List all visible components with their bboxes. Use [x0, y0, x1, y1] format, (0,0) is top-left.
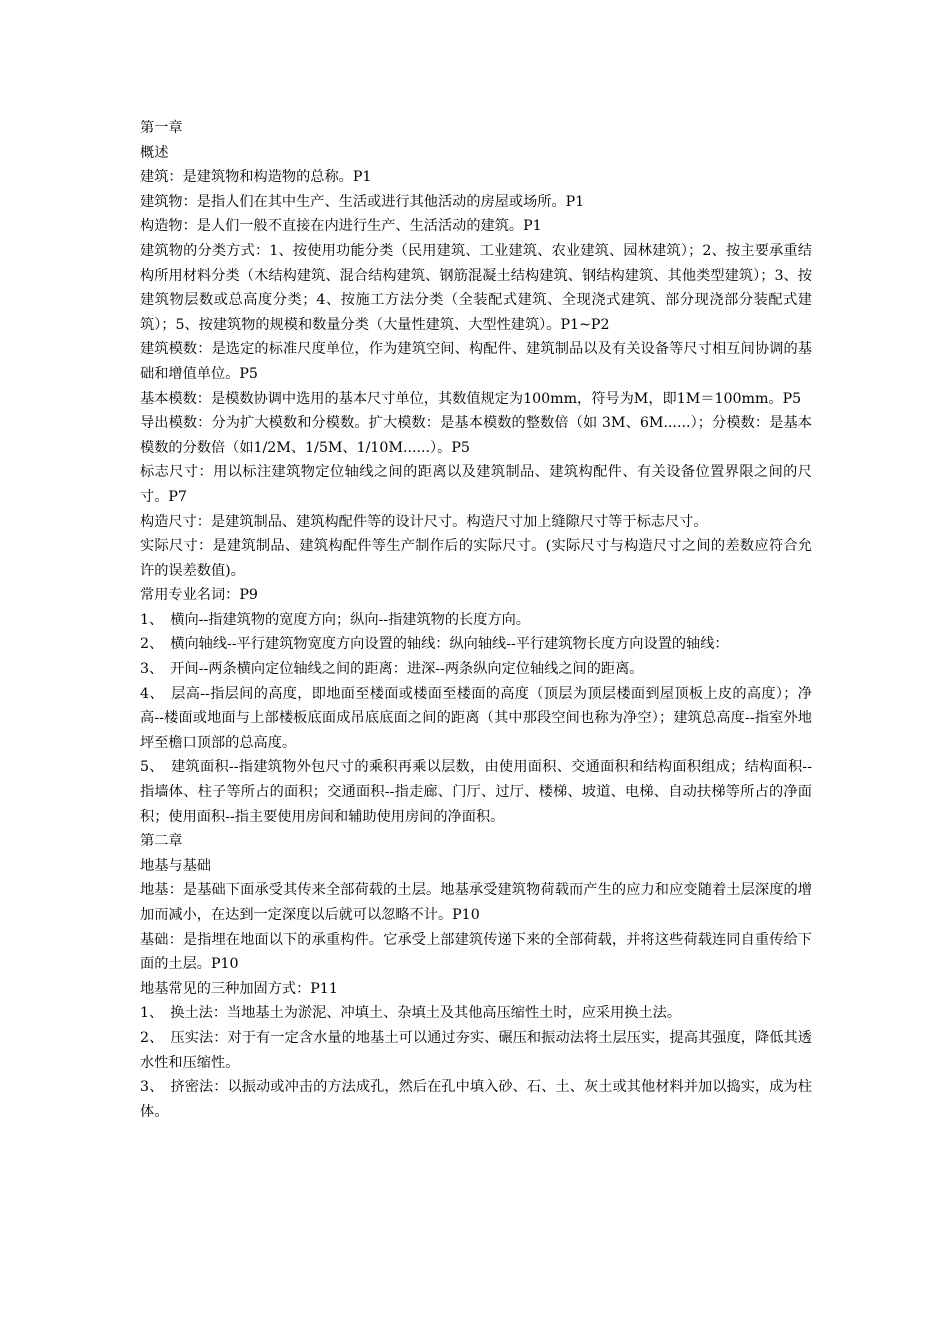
definition-nominal-size: 标志尺寸：用以标注建筑物定位轴线之间的距离以及建筑制品、建筑构配件、有关设备位置界限之间的尺寸。P7 — [140, 464, 812, 505]
section-foundation-heading: 地基与基础 — [140, 857, 211, 874]
chapter-1-heading: 第一章 — [140, 120, 183, 136]
common-terms-heading: 常用专业名词：P9 — [140, 587, 258, 604]
reinforcement-methods-heading: 地基常见的三种加固方式：P11 — [140, 980, 338, 997]
building-classification: 建筑物的分类方式：1、按使用功能分类（民用建筑、工业建筑、农业建筑、园林建筑）；2、按主要承重结构所用材料分类（木结构建筑、混合结构建筑、钢筋混凝土结构建筑、钢结构建筑、其他类型建筑）；3、按建筑物层数或总高度分类；4、按施工方法分类（全装配式建筑、全现浇式建筑、部分现浇部分装配式建筑）；5、按建筑物的规模和数量分类（大量性建筑、大型性建筑）。P1~P2 — [140, 242, 812, 333]
definition-architecture: 建筑：是建筑物和构造物的总称。P1 — [140, 169, 372, 186]
list-item: 5、 建筑面积--指建筑物外包尺寸的乘积再乘以层数，由使用面积、交通面积和结构面积组成；结构面积--指墙体、柱子等所占的面积；交通面积--指走廊、门厅、过厅、楼梯、坡道、电梯、自动扶梯等所占的净面积；使用面积--指主要使用房间和辅助使用房间的净面积。 — [140, 759, 812, 825]
section-overview-heading: 概述 — [140, 144, 169, 161]
definition-subgrade: 地基：是基础下面承受其传来全部荷载的土层。地基承受建筑物荷载而产生的应力和应变随着土层深度的增加而减小，在达到一定深度以后就可以忽略不计。P10 — [140, 882, 812, 923]
list-item: 2、 压实法：对于有一定含水量的地基土可以通过夯实、碾压和振动法将土层压实，提高其强度，降低其透水性和压缩性。 — [140, 1029, 812, 1071]
definition-structure: 构造物：是人们一般不直接在内进行生产、生活活动的建筑。P1 — [140, 218, 542, 235]
definition-building-module: 建筑模数：是选定的标准尺度单位，作为建筑空间、构配件、建筑制品以及有关设备等尺寸相互间协调的基础和增值单位。P5 — [140, 341, 812, 382]
list-item: 3、 开间--两条横向定位轴线之间的距离：进深--两条纵向定位轴线之间的距离。 — [140, 661, 644, 678]
definition-derived-module: 导出模数：分为扩大模数和分模数。扩大模数：是基本模数的整数倍（如 3M、6M......）；分模数：是基本模数的分数倍（如1/2M、1/5M、1/10M......）。P5 — [140, 415, 812, 456]
list-item: 4、 层高--指层间的高度，即地面至楼面或楼面至楼面的高度（顶层为顶层楼面到屋顶板上皮的高度）；净高--楼面或地面与上部楼板底面成吊底底面之间的距离（其中那段空间也称为净空）；建筑总高度--指室外地坪至檐口顶部的总高度。 — [140, 685, 812, 751]
definition-building: 建筑物：是指人们在其中生产、生活或进行其他活动的房屋或场所。P1 — [140, 193, 585, 210]
definition-foundation: 基础：是指埋在地面以下的承重构件。它承受上部建筑传递下来的全部荷载，并将这些荷载连同自重传给下面的土层。P10 — [140, 931, 812, 973]
definition-basic-module: 基本模数：是模数协调中选用的基本尺寸单位，其数值规定为100mm，符号为M，即1M＝100mm。P5 — [140, 390, 802, 407]
list-item: 1、 横向--指建筑物的宽度方向；纵向--指建筑物的长度方向。 — [140, 611, 530, 628]
chapter-2-heading: 第二章 — [140, 833, 183, 850]
list-item: 2、 横向轴线--平行建筑物宽度方向设置的轴线：纵向轴线--平行建筑物长度方向设置的轴线： — [140, 636, 729, 653]
definition-actual-size: 实际尺寸：是建筑制品、建筑构配件等生产制作后的实际尺寸。(实际尺寸与构造尺寸之间的差数应符合允许的误差数值)。 — [140, 538, 812, 579]
list-item: 1、 换土法：当地基土为淤泥、冲填土、杂填土及其他高压缩性土时，应采用换土法。 — [140, 1005, 682, 1022]
definition-construction-size: 构造尺寸：是建筑制品、建筑构配件等的设计尺寸。构造尺寸加上缝隙尺寸等于标志尺寸。 — [140, 513, 708, 530]
document-page — [140, 116, 812, 1124]
list-item: 3、 挤密法：以振动或冲击的方法成孔，然后在孔中填入砂、石、土、灰土或其他材料并加以捣实，成为柱体。 — [140, 1079, 812, 1120]
